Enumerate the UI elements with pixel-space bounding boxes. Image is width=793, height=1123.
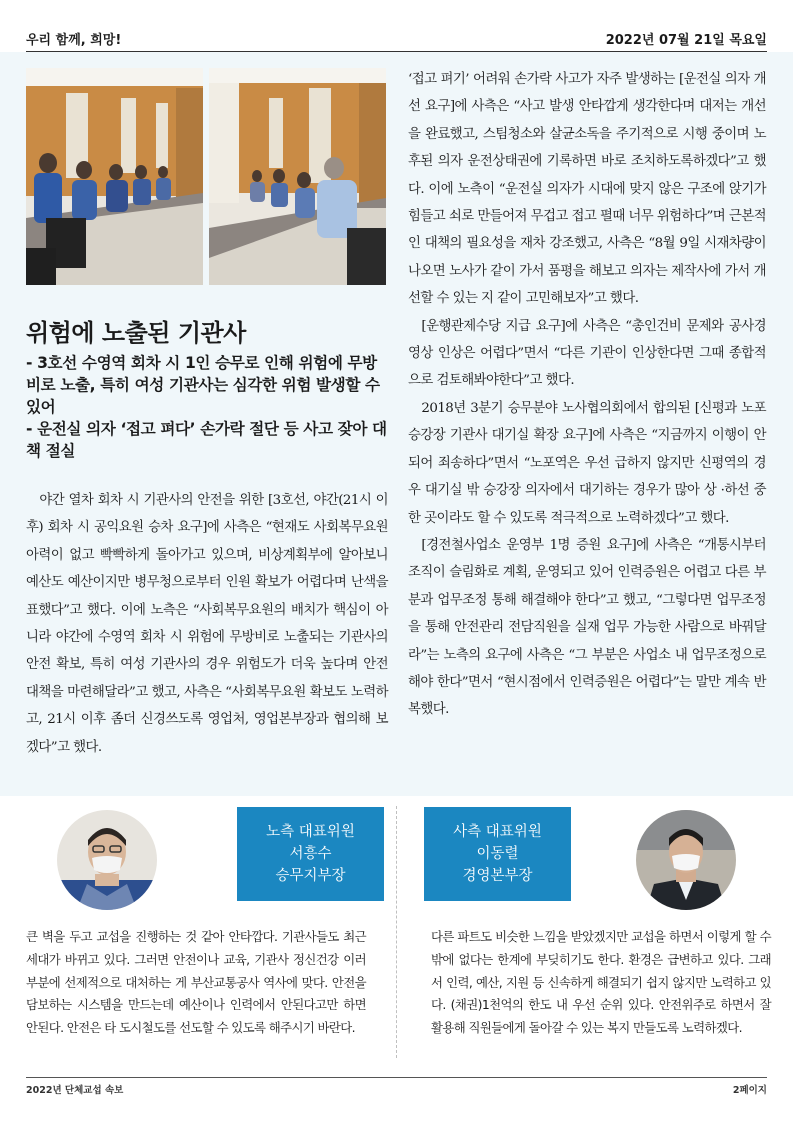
- footer-publication: 2022년 단체교섭 속보: [26, 1085, 124, 1096]
- paragraph: 야간 열차 회차 시 기관사의 안전을 위한 [3호선, 야간(21시 이후) 회차 시 공익요원 승차 요구]에 사측은 “현재도 사회복무요원 아력이 없고 빡빡하게 돌아가고 있으며, 비상계획부에 알아보니 예산도 예산이지만 병무청으로부터 인원 확보가 어렵다며 난색을 표했다”고 했다. 이에 노측은 “사회복무요원의 배치가 핵심이 아니라 야간에 수영역 회차 시 위험에 무방비로 노출되는 기관사의 안전 확보, 특히 여성 기관사의 경우 위험도가 더욱 높다며 안전 대책을 마련해달라”고 했고, 사측은 “사회복무요원 확보도 노력하고, 21시 이후 좀더 신경쓰도록 영업처, 영업본부장과 협의해 보겠다”고 했다.: [26, 493, 388, 755]
- mgmt-rep-avatar: [636, 810, 736, 910]
- page-footer: [26, 1077, 767, 1096]
- mgmt-rep-name: 이동렬: [476, 846, 519, 862]
- labor-rep-avatar: [57, 810, 157, 910]
- labor-rep-namebox: [237, 807, 384, 901]
- labor-rep-title: 승무지부장: [275, 868, 346, 884]
- page-header: [26, 30, 767, 52]
- left-column-body: [26, 487, 388, 761]
- labor-rep-name: 서흥수: [289, 846, 332, 862]
- meeting-photo-1: [26, 68, 203, 285]
- header-slogan: 우리 함께, 희망!: [26, 33, 122, 48]
- headline: 위험에 노출된 기관사: [26, 319, 246, 347]
- right-column-body: [408, 66, 766, 724]
- mgmt-rep-role: 사측 대표위원: [453, 824, 542, 840]
- header-date: 2022년 07월 21일 목요일: [605, 33, 767, 48]
- labor-rep-quote: 큰 벽을 두고 교섭을 진행하는 것 같아 안타깝다. 기관사들도 최근 세대가 바뀌고 있다. 그러면 안전이나 교육, 기관사 정신건강 이러 부분에 선제적으로 대처하는 게 부산교통공사 역사에 맞다. 안전을 담보하는 시스템을 만드는데 예산이나 인력에서 안된다고만 하면 안된다. 안전은 타 도시철도를 선도할 수 있도록 해주시기 바란다.: [26, 929, 366, 1036]
- labor-rep-role: 노측 대표위원: [266, 824, 355, 840]
- paragraph: ‘접고 펴기’ 어려워 손가락 사고가 자주 발생하는 [운전실 의자 개선 요구]에 사측은 “사고 발생 안타깝게 생각한다며 대저는 개선을 완료했고, 스팀청소와 살균소독을 주기적으로 시행 중이며 노후된 의자 운전상태권에 기록하면 바로 조치하도록하겠다”고 했다. 이에 노측이 “운전실 의자가 시대에 맞지 않은 구조에 앉기가 힘들고 쇠로 만들어져 무겁고 접고 펼때 너무 위험하다”며 근본적인 대책의 필요성을 재차 강조했고, 사측은 “8월 9일 시재차량이 나오면 노사가 같이 가서 품평을 해보고 의자는 제작사에 가서 개선할 수 있는 지 같이 고민해보자”고 했다.: [408, 72, 766, 307]
- mgmt-rep-quote: 다른 파트도 비슷한 느낌을 받았겠지만 교섭을 하면서 이렇게 할 수 밖에 없다는 한계에 부딪히기도 한다. 환경은 급변하고 있다. 그래서 인력, 예산, 지원 등 신속하게 해결되기 쉽지 않지만 노력하고 있다. (채권)1천억의 한도 내 우선 순위 있다. 안전위주로 하면서 잘 활용해 직원들에게 돌아갈 수 있는 복지 만들도록 노력하겠다.: [431, 929, 771, 1036]
- paragraph: [경전철사업소 운영부 1명 증원 요구]에 사측은 “개통시부터 조직이 슬림화로 계획, 운영되고 있어 인력증원은 어렵고 다른 부분과 업무조정 통해 해결해야 한다”고 했고, “그렇다면 업무조정을 통해 안전관리 전담직원을 실재 업무 가능한 사람으로 바꿔달라”는 노측의 요구에 사측은 “그 부분은 사업소 내 업무조정으로 해야 한다”면서 “현시점에서 인력증원은 어렵다”는 말만 계속 반복했다.: [408, 537, 766, 718]
- mgmt-rep-namebox: [424, 807, 571, 901]
- meeting-photo-2: [209, 68, 386, 285]
- paragraph: 2018년 3분기 승무분야 노사협의회에서 합의된 [신평과 노포 승강장 기관사 대기실 확장 요구]에 사측은 “지금까지 이행이 안되어 죄송하다”면서 “노포역은 우선 급하지 않지만 신평역의 경우 대기실 밖 승강장 의자에서 대기하는 경우가 많아 상 ·하선 중 한 곳이라도 할 수 있도록 적극적으로 노력하겠다”고 했다.: [408, 400, 766, 526]
- footer-page-number: 2페이지: [732, 1085, 767, 1096]
- subhead-line-2: - 운전실 의자 ‘접고 펴다’ 손가락 절단 등 사고 잦아 대책 절실: [26, 420, 387, 460]
- subheadline: [26, 352, 388, 462]
- column-divider: [396, 806, 397, 1058]
- paragraph: [운행관제수당 지급 요구]에 사측은 “총인건비 문제와 공사경영상 인상은 어렵다”면서 “다른 기관이 인상한다면 그때 종합적으로 검토해봐야한다”고 했다.: [408, 318, 766, 389]
- mgmt-rep-title: 경영본부장: [462, 868, 533, 884]
- subhead-line-1: - 3호선 수영역 회차 시 1인 승무로 인해 위험에 무방비로 노출, 특히 여성 기관사는 심각한 위험 발생할 수 있어: [26, 354, 380, 416]
